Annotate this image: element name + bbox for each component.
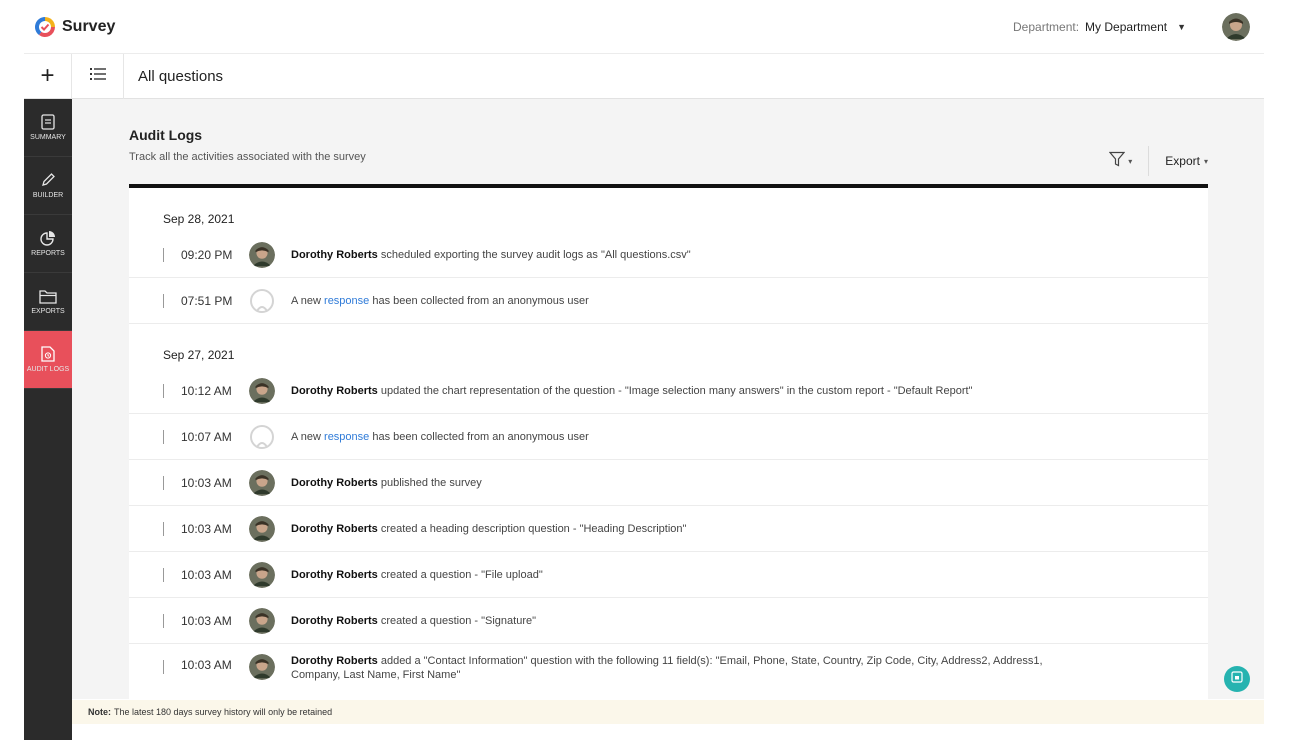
log-actor: Dorothy Roberts xyxy=(291,655,378,667)
sidebar-item-label: SUMMARY xyxy=(30,134,66,141)
export-label: Export xyxy=(1165,154,1200,168)
log-entry xyxy=(129,598,1208,644)
sidebar-item-reports[interactable] xyxy=(24,215,72,273)
log-time: 10:03 AM xyxy=(181,521,232,536)
date-header: Sep 27, 2021 xyxy=(163,348,235,362)
sidebar-item-summary[interactable] xyxy=(24,99,72,157)
log-time: 10:03 AM xyxy=(181,613,232,628)
log-message xyxy=(291,654,1081,682)
top-header xyxy=(24,0,1264,54)
caret-down-icon: ▾ xyxy=(1128,156,1133,166)
log-text: scheduled exporting the survey audit logs as "All questions.csv" xyxy=(377,248,691,261)
caret-down-icon: ▾ xyxy=(1203,156,1208,166)
department-label: Department: xyxy=(1013,19,1080,34)
plus-icon: + xyxy=(40,62,55,89)
log-entry xyxy=(129,414,1208,460)
sidebar xyxy=(24,99,72,740)
user-avatar xyxy=(249,608,275,634)
sidebar-item-builder[interactable] xyxy=(24,157,72,215)
note-text: The latest 180 days survey history will only be retained xyxy=(114,707,333,717)
app-name: Survey xyxy=(62,17,116,35)
timeline-marker xyxy=(163,660,164,674)
log-time: 09:20 PM xyxy=(181,247,233,262)
user-avatar[interactable] xyxy=(1222,13,1250,41)
log-actor: Dorothy Roberts xyxy=(291,384,378,397)
user-avatar xyxy=(249,654,275,680)
section-title: Audit Logs xyxy=(129,127,203,143)
response-link[interactable]: response xyxy=(324,294,370,307)
log-text: created a question - "Signature" xyxy=(377,614,537,627)
pencil-icon xyxy=(40,172,56,188)
floating-help-button[interactable] xyxy=(1224,666,1250,692)
log-time: 10:07 AM xyxy=(181,429,232,444)
timeline-marker xyxy=(163,476,164,490)
log-entry xyxy=(129,506,1208,552)
filter-icon xyxy=(1109,151,1125,172)
list-icon xyxy=(90,67,106,85)
pie-chart-icon xyxy=(40,230,56,246)
log-entry xyxy=(129,552,1208,598)
log-message xyxy=(291,476,482,490)
log-time: 10:03 AM xyxy=(181,567,232,582)
user-avatar xyxy=(249,378,275,404)
sidebar-item-label: EXPORTS xyxy=(31,307,65,315)
log-message xyxy=(291,614,536,628)
section-header xyxy=(129,127,366,163)
user-avatar xyxy=(249,470,275,496)
date-header: Sep 28, 2021 xyxy=(163,212,235,226)
audit-log-icon xyxy=(41,346,55,362)
retention-note xyxy=(72,700,1264,724)
log-entry xyxy=(129,278,1208,324)
timeline-marker xyxy=(163,294,164,308)
timeline-marker xyxy=(163,568,164,582)
log-time: 10:03 AM xyxy=(181,475,232,490)
sidebar-item-label: AUDIT LOGS xyxy=(26,366,70,373)
sidebar-item-audit-logs[interactable] xyxy=(24,331,72,389)
anonymous-user-icon xyxy=(249,424,275,450)
sidebar-item-label: BUILDER xyxy=(32,192,64,199)
log-time: 10:12 AM xyxy=(181,383,232,398)
folder-icon xyxy=(39,289,57,304)
department-selector[interactable] xyxy=(1013,20,1186,34)
timeline-marker xyxy=(163,522,164,536)
log-entry xyxy=(129,460,1208,506)
export-button[interactable] xyxy=(1149,154,1208,168)
log-message xyxy=(291,568,543,582)
log-toolbar xyxy=(1109,149,1208,173)
chat-icon xyxy=(1231,670,1243,688)
add-button[interactable] xyxy=(24,54,72,99)
log-message xyxy=(291,248,691,262)
audit-log-list xyxy=(129,184,1208,699)
log-text: has been collected from an anonymous user xyxy=(369,430,589,443)
log-text: created a heading description question - "Heading Description" xyxy=(377,522,687,535)
log-text-prefix: A new xyxy=(291,430,325,443)
app-logo[interactable] xyxy=(34,16,115,38)
note-label: Note: xyxy=(88,707,111,717)
log-message xyxy=(291,384,972,398)
user-avatar xyxy=(249,242,275,268)
log-entry xyxy=(129,368,1208,414)
sub-toolbar xyxy=(24,54,1264,99)
log-entry xyxy=(129,644,1208,699)
survey-logo-icon xyxy=(34,16,56,38)
log-message xyxy=(291,522,686,536)
log-text: updated the chart representation of the question - "Image selection many answers" in the custom report - "Default Report" xyxy=(377,384,973,397)
log-actor: Dorothy Roberts xyxy=(291,568,378,581)
log-text: has been collected from an anonymous user xyxy=(369,294,589,307)
main-content xyxy=(72,99,1264,699)
sidebar-item-exports[interactable] xyxy=(24,273,72,331)
page-title: All questions xyxy=(138,67,224,85)
user-avatar xyxy=(249,562,275,588)
log-actor: Dorothy Roberts xyxy=(291,522,378,535)
log-message xyxy=(291,294,589,308)
user-avatar xyxy=(249,516,275,542)
caret-down-icon[interactable]: ▼ xyxy=(1177,21,1186,32)
log-actor: Dorothy Roberts xyxy=(291,476,378,489)
timeline-marker xyxy=(163,430,164,444)
filter-button[interactable] xyxy=(1109,146,1149,176)
log-time: 07:51 PM xyxy=(181,293,233,308)
sidebar-item-label: REPORTS xyxy=(31,250,65,257)
log-time: 10:03 AM xyxy=(181,658,232,672)
log-text: published the survey xyxy=(377,476,482,489)
log-text: added a "Contact Information" question with the following 11 field(s): "Email, Phone, State, Country, Zip Code, City, Address2, Address1, Company, Last Name, First Name" xyxy=(291,655,1043,681)
log-actor: Dorothy Roberts xyxy=(291,614,378,627)
timeline-marker xyxy=(163,614,164,628)
log-message xyxy=(291,430,589,444)
log-actor: Dorothy Roberts xyxy=(291,248,378,261)
log-text: created a question - "File upload" xyxy=(377,568,543,581)
log-entry xyxy=(129,232,1208,278)
section-subtitle: Track all the activities associated with the survey xyxy=(129,151,366,163)
anonymous-user-icon xyxy=(249,288,275,314)
timeline-marker xyxy=(163,248,164,262)
timeline-marker xyxy=(163,384,164,398)
summary-icon xyxy=(41,114,55,130)
department-value[interactable]: My Department xyxy=(1085,19,1168,34)
log-text-prefix: A new xyxy=(291,294,325,307)
question-list-button[interactable] xyxy=(72,54,124,99)
response-link[interactable]: response xyxy=(324,430,370,443)
